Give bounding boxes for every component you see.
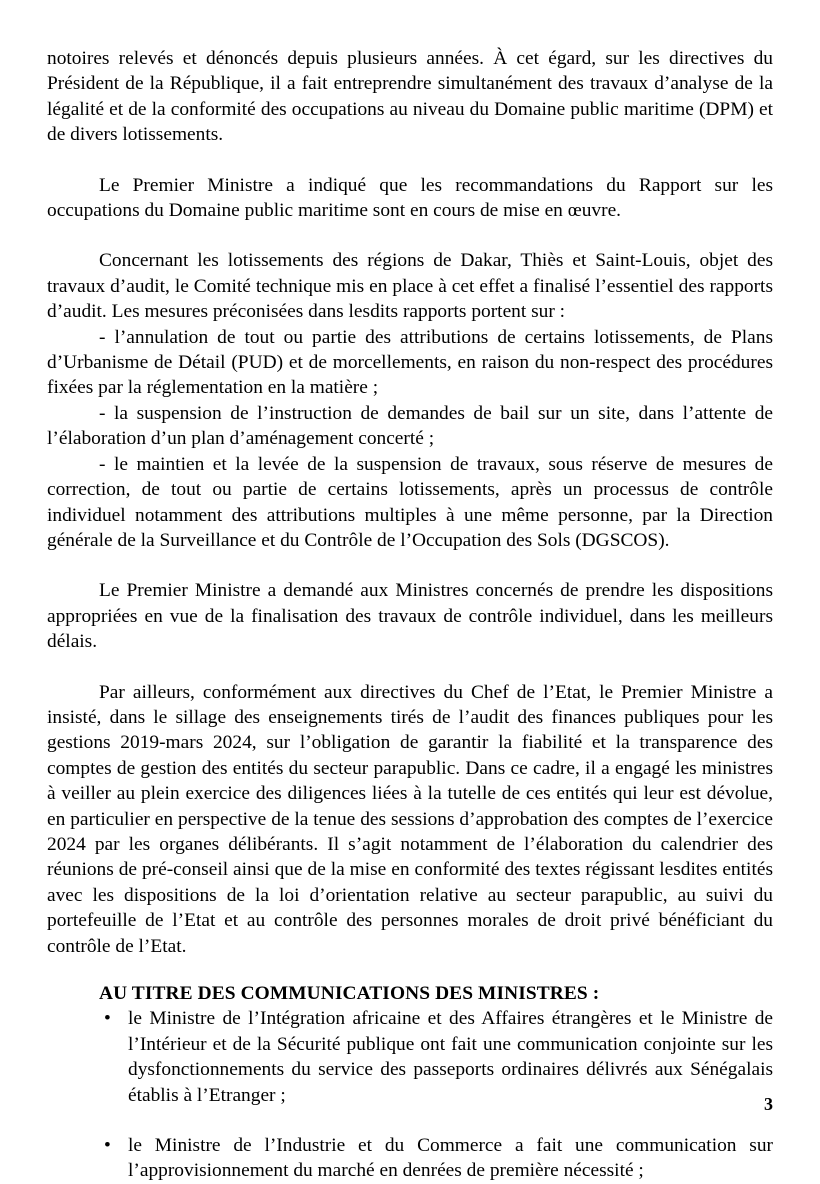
section-spacer [47,959,773,981]
bullet-icon: • [104,1008,111,1030]
paragraph-spacer [47,148,773,173]
paragraph-spacer [47,223,773,248]
list-item-text: le Ministre de l’Intégration africaine et des Affaires étrangères et le Ministre de l’Intérieur et de la Sécurité publique ont fait une communication conjointe sur les dysfonctionnements du service des passeports ordinaires délivrés aux Sénégalais établis à l’Etranger ; [128,1008,773,1106]
page-number: 3 [764,1094,773,1114]
communications-list [47,1006,773,1183]
list-item [47,1133,773,1184]
paragraph-recommendations: Le Premier Ministre a indiqué que les recommandations du Rapport sur les occupations du Domaine public maritime sont en cours de mise en œuvre. [47,174,773,222]
bullet-icon: • [104,1135,111,1157]
paragraph-lotissements: Concernant les lotissements des régions de Dakar, Thiès et Saint-Louis, objet des travaux d’audit, le Comité technique mis en place à cet effet a finalisé l’essentiel des rapports d’audit. Les mesures préconisées dans lesdits rapports portent sur : [47,250,773,323]
list-item-text: le Ministre de l’Industrie et du Commerce a fait une communication sur l’approvisionnement du marché en denrées de première nécessité ; [128,1135,773,1182]
list-item [47,1006,773,1108]
paragraph-continuation: notoires relevés et dénoncés depuis plusieurs années. À cet égard, sur les directives du Président de la République, il a fait entreprendre simultanément des travaux d’analyse de la légalité et de la conformité des occupations au niveau du Domaine public maritime (DPM) et de divers lotissements. [47,48,773,146]
section-heading-communications: AU TITRE DES COMMUNICATIONS DES MINISTRES : [99,983,600,1004]
dash-item: - l’annulation de tout ou partie des attributions de certains lotissements, de Plans d’Urbanisme de Détail (PUD) et de morcellements, en raison du non-respect des procédures fixées par la réglementation en la matière ; [47,326,773,399]
paragraph-dispositions: Le Premier Ministre a demandé aux Ministres concernés de prendre les dispositions appropriées en vue de la finalisation des travaux de contrôle individuel, dans les meilleurs délais. [47,580,773,653]
paragraph-par-ailleurs: Par ailleurs, conformément aux directives du Chef de l’Etat, le Premier Ministre a insisté, dans le sillage des enseignements tirés de l’audit des finances publiques pour les gestions 2019-mars 2024, sur l’obligation de garantir la fiabilité et la transparence des comptes de gestion des entités du secteur parapublic. Dans ce cadre, il a engagé les ministres à veiller au plein exercice des diligences liées à la tutelle de ces entités qui leur est dévolue, en particulier en perspective de la tenue des sessions d’approbation des comptes de l’exercice 2024 par les organes délibérants. Il s’agit notamment de l’élaboration du calendrier des réunions de pré-conseil ainsi que de la mise en conformité des textes régissant lesdites entités avec les dispositions de la loi d’orientation relative au secteur parapublic, au suivi du portefeuille de l’Etat et au contrôle des personnes morales de droit privé bénéficiant du contrôle de l’Etat. [47,681,773,957]
paragraph-spacer [47,655,773,680]
dash-item: - la suspension de l’instruction de demandes de bail sur un site, dans l’attente de l’élaboration d’un plan d’aménagement concerté ; [47,402,773,450]
dash-item: - le maintien et la levée de la suspension de travaux, sous réserve de mesures de correction, de tout ou partie de certains lotissements, après un processus de contrôle individuel notamment des attributions multiples à une même personne, par la Direction générale de la Surveillance et du Contrôle de l’Occupation des Sols (DGSCOS). [47,453,773,551]
page-content [47,46,773,1184]
paragraph-spacer [47,553,773,578]
